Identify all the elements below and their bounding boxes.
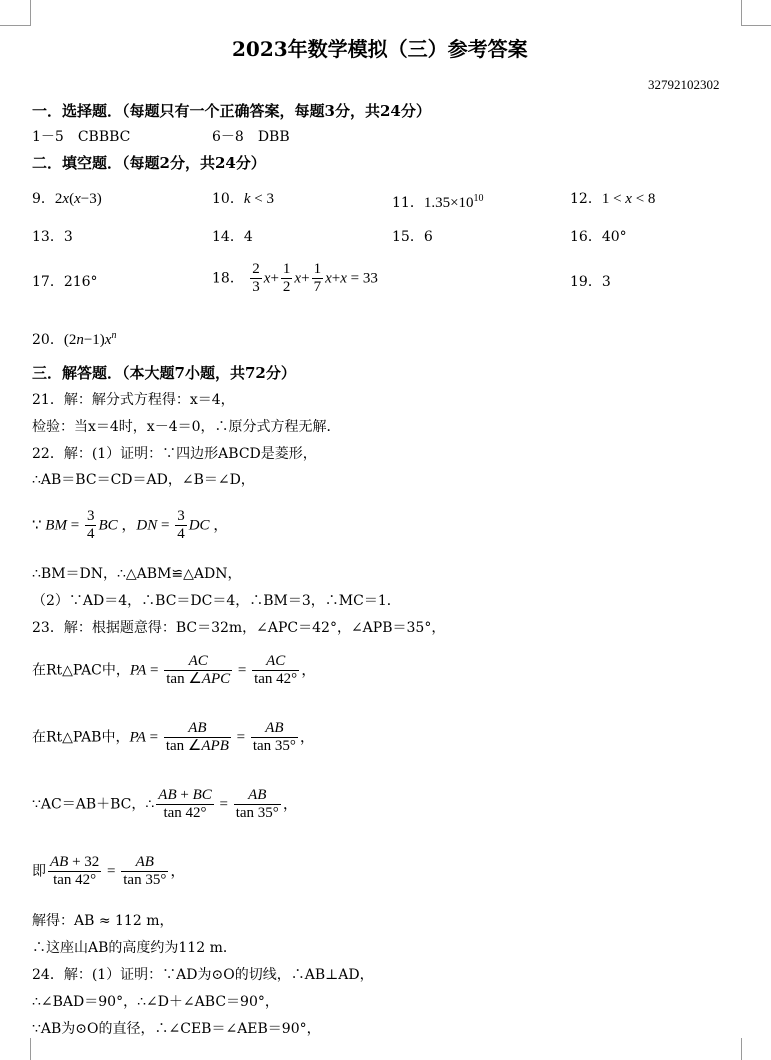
doc-id: 32792102302: [648, 77, 720, 92]
q13-answer: 13．3: [32, 229, 73, 245]
q14-answer: 14．4: [212, 229, 253, 245]
q12-answer: 12．1 < x < 8: [570, 191, 656, 207]
crop-mark-top-left: [18, 0, 31, 26]
q16-answer: 16．40°: [570, 229, 627, 245]
q23-line2: 在Rt△PAC中，PA = $\frac{AC}{\text{tan ∠APC}}$ = $\frac{AC}{\tan 42^\circ}$ ，: [32, 653, 317, 687]
q22-line5: （2）∵AD＝4，∴BC＝DC＝4，∴BM＝3，∴MC＝1．: [32, 593, 401, 609]
q23-line5: 即 $\frac{AB + 32}{\tan 42^\circ}$ = $\frac{AB}{\tan 35^\circ}$ ，: [32, 854, 186, 888]
q21-line1: 21．解：解分式方程得：x＝4，: [32, 392, 235, 408]
q22-line4: ∴BM＝DN，∴△ABM≌△ADN，: [32, 566, 242, 582]
q9-answer: 9．2x(x−3): [32, 191, 102, 207]
section1-heading: 一．选择题．（每题只有一个正确答案，每题3分，共24分）: [32, 102, 431, 120]
q23-line6: 解得：AB ≈ 112 m，: [32, 913, 174, 929]
q20-answer: 20．$(2n-1)x^n$: [32, 330, 117, 348]
q24-line1: 24．解：(1）证明：∵AD为⊙O的切线，∴AB⊥AD，: [32, 967, 374, 983]
crop-mark-top-right-h: [741, 25, 771, 26]
q23-line3: 在Rt△PAB中，PA = $\frac{AB}{\text{tan ∠APB}}$ = $\frac{AB}{\tan 35^\circ}$ ，: [32, 720, 315, 754]
s1-answers-1-5: 1－5 CBBBC: [32, 129, 131, 145]
s1-answers-6-8: 6－8 DBB: [212, 129, 290, 145]
q21-line2: 检验：当x＝4时，x－4＝0，∴原分式方程无解．: [32, 419, 341, 435]
q22-line1: 22．解：(1）证明：∵四边形ABCD是菱形，: [32, 446, 317, 462]
q23-line4: ∵AC＝AB＋BC，∴ $\frac{AB + BC}{\tan 42^\circ}$ = $\frac{AB}{\tan 35^\circ}$ ，: [32, 787, 298, 821]
q23-line1: 23．解：根据题意得：BC＝32m，∠APC＝42°，∠APB＝35°，: [32, 620, 446, 636]
q22-line3: ∵ BM = $\frac{3}{4}$ BC ，DN = $\frac{3}{4}$ DC ，: [32, 508, 229, 542]
q24-line2: ∴∠BAD＝90°，∴∠D＋∠ABC＝90°，: [32, 994, 279, 1010]
q17-answer: 17．216°: [32, 274, 98, 290]
section3-heading: 三．解答题．（本大题7小题，共72分）: [32, 364, 296, 382]
q24-line3: ∵AB为⊙O的直径，∴∠CEB＝∠AEB＝90°，: [32, 1021, 321, 1037]
page-title: 2023年数学模拟（三）参考答案: [232, 37, 528, 61]
q23-line7: ∴这座山AB的高度约为112 m．: [32, 940, 237, 956]
q22-line2: ∴AB＝BC＝CD＝AD，∠B＝∠D，: [32, 472, 255, 488]
q19-answer: 19．3: [570, 274, 611, 290]
crop-mark-bottom-right: [741, 1038, 754, 1060]
q10-answer: 10．k < 3: [212, 191, 274, 207]
crop-mark-bottom-left: [18, 1038, 31, 1060]
q15-answer: 15．6: [392, 229, 433, 245]
crop-mark-top-right: [741, 0, 754, 26]
q18-answer: 18． $\frac{2}{3}$ x+ $\frac{1}{2}$ x+ $\frac{1}{7}$ x+x = 33: [212, 261, 378, 295]
crop-mark-top-left-h: [0, 25, 30, 26]
q11-answer: 11．$1.35\times 10^{10}$: [392, 193, 484, 211]
section2-heading: 二．填空题．（每题2分，共24分）: [32, 154, 266, 172]
